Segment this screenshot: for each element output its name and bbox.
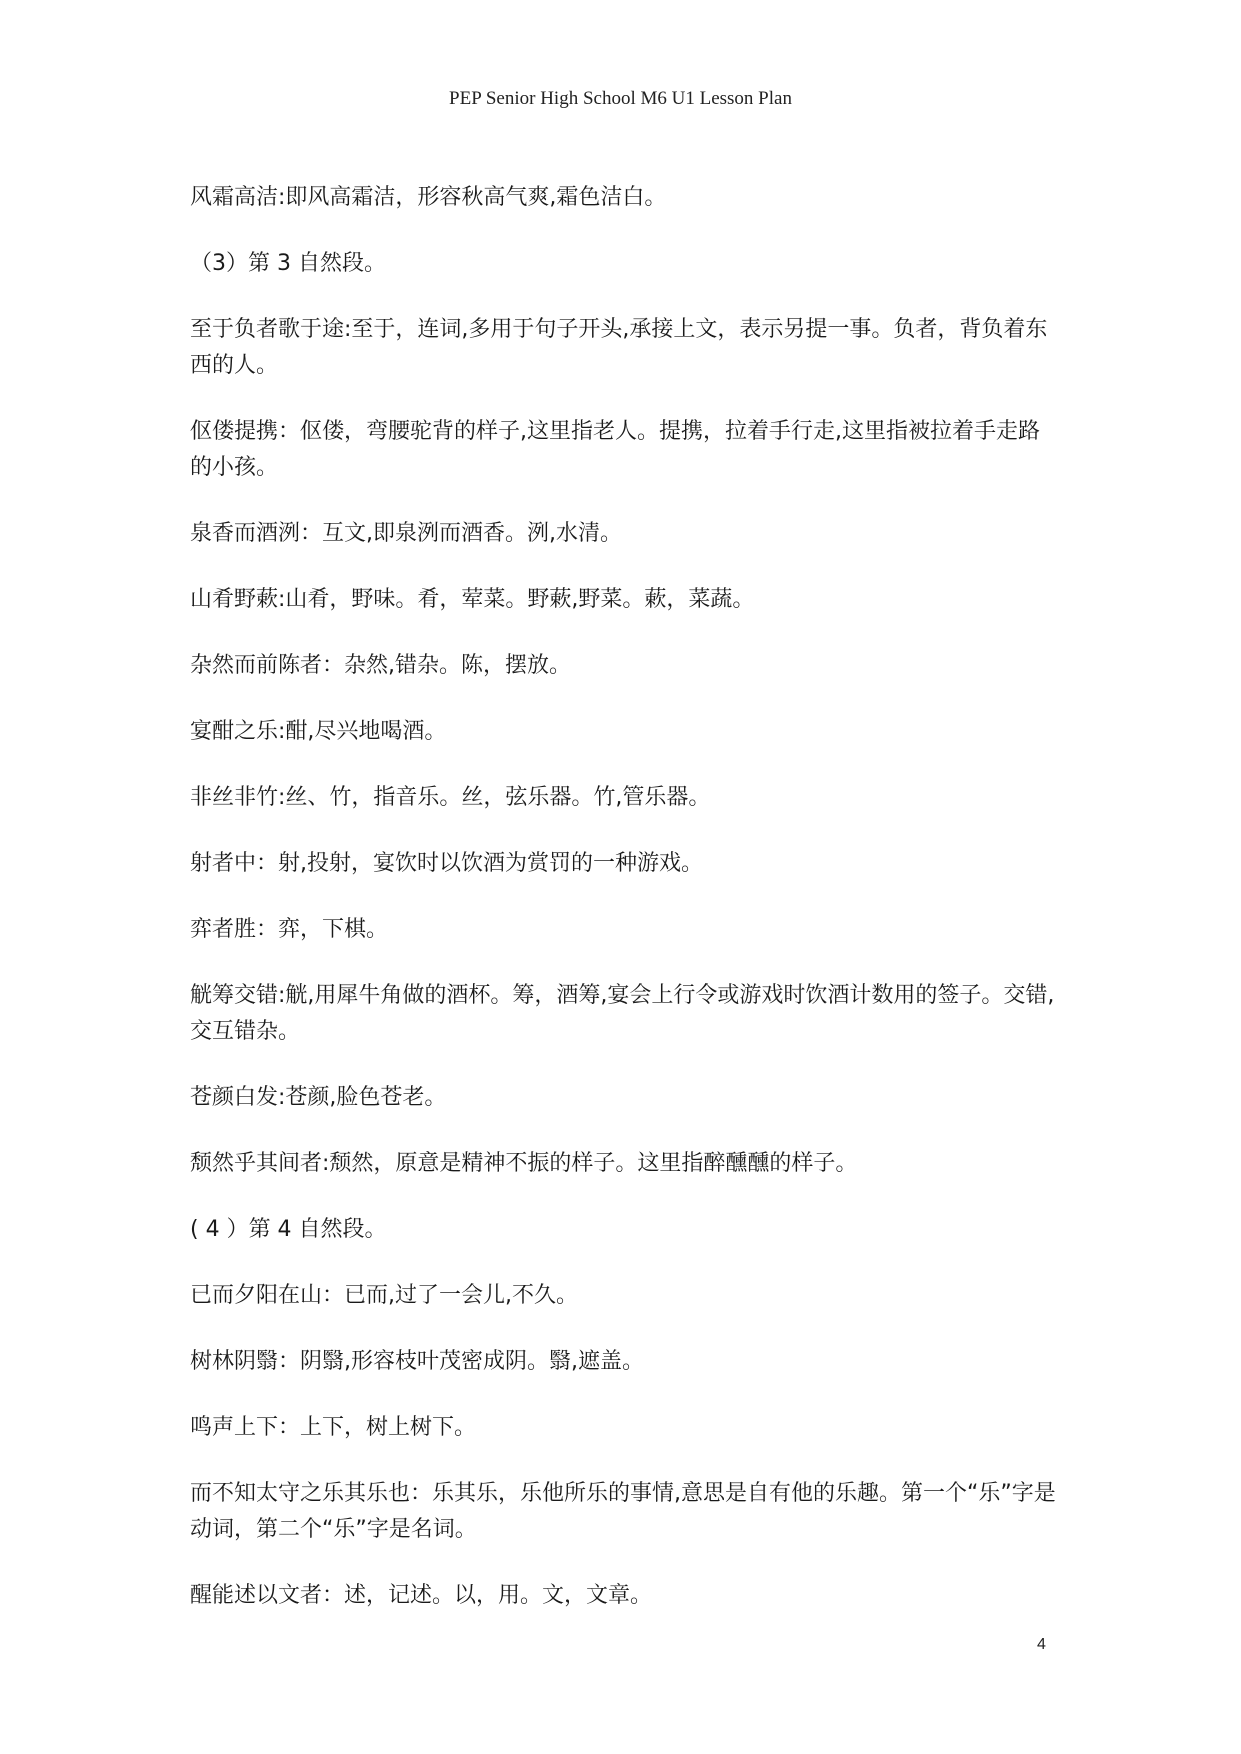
paragraph: ( 4 ）第 4 自然段。	[190, 1217, 387, 1242]
paragraph: 风霜高洁:即风高霜洁，形容秋高气爽,霜色洁白。	[190, 185, 667, 210]
paragraph: 苍颜白发:苍颜,脸色苍老。	[190, 1085, 447, 1110]
page-header: PEP Senior High School M6 U1 Lesson Plan	[449, 88, 792, 109]
paragraph: 鸣声上下：上下，树上树下。	[190, 1415, 477, 1440]
paragraph: 山肴野蔌:山肴，野味。肴，荤菜。野蔌,野菜。蔌，菜蔬。	[190, 587, 755, 612]
paragraph: 已而夕阳在山：已而,过了一会儿,不久。	[190, 1283, 578, 1308]
paragraph: 觥筹交错:觥,用犀牛角做的酒杯。筹，酒筹,宴会上行令或游戏时饮酒计数用的签子。交错,交互错杂。	[190, 983, 1055, 1044]
paragraph: 非丝非竹:丝、竹，指音乐。丝，弦乐器。竹,管乐器。	[190, 785, 711, 810]
paragraph: 树林阴翳：阴翳,形容枝叶茂密成阴。翳,遮盖。	[190, 1349, 644, 1374]
paragraph: 弈者胜：弈，下棋。	[190, 917, 389, 942]
paragraph: 伛偻提携：伛偻，弯腰驼背的样子,这里指老人。提携，拉着手行走,这里指被拉着手走路的小孩。	[190, 419, 1040, 480]
paragraph: 醒能述以文者：述，记述。以，用。文，文章。	[190, 1583, 653, 1608]
paragraph: 颓然乎其间者:颓然，原意是精神不振的样子。这里指醉醺醺的样子。	[190, 1151, 858, 1176]
paragraph: （3）第 3 自然段。	[190, 251, 386, 276]
paragraph: 而不知太守之乐其乐也：乐其乐，乐他所乐的事情,意思是自有他的乐趣。第一个“乐”字是动词，第二个“乐”字是名词。	[190, 1481, 1056, 1542]
paragraph: 宴酣之乐:酣,尽兴地喝酒。	[190, 719, 447, 744]
document-body	[190, 180, 1060, 1644]
page-number: 4	[1037, 1636, 1046, 1653]
paragraph: 射者中：射,投射，宴饮时以饮酒为赏罚的一种游戏。	[190, 851, 703, 876]
paragraph: 杂然而前陈者：杂然,错杂。陈，摆放。	[190, 653, 571, 678]
paragraph: 泉香而酒洌：互文,即泉洌而酒香。洌,水清。	[190, 521, 622, 546]
paragraph: 至于负者歌于途:至于，连词,多用于句子开头,承接上文，表示另提一事。负者，背负着东西的人。	[190, 317, 1048, 378]
